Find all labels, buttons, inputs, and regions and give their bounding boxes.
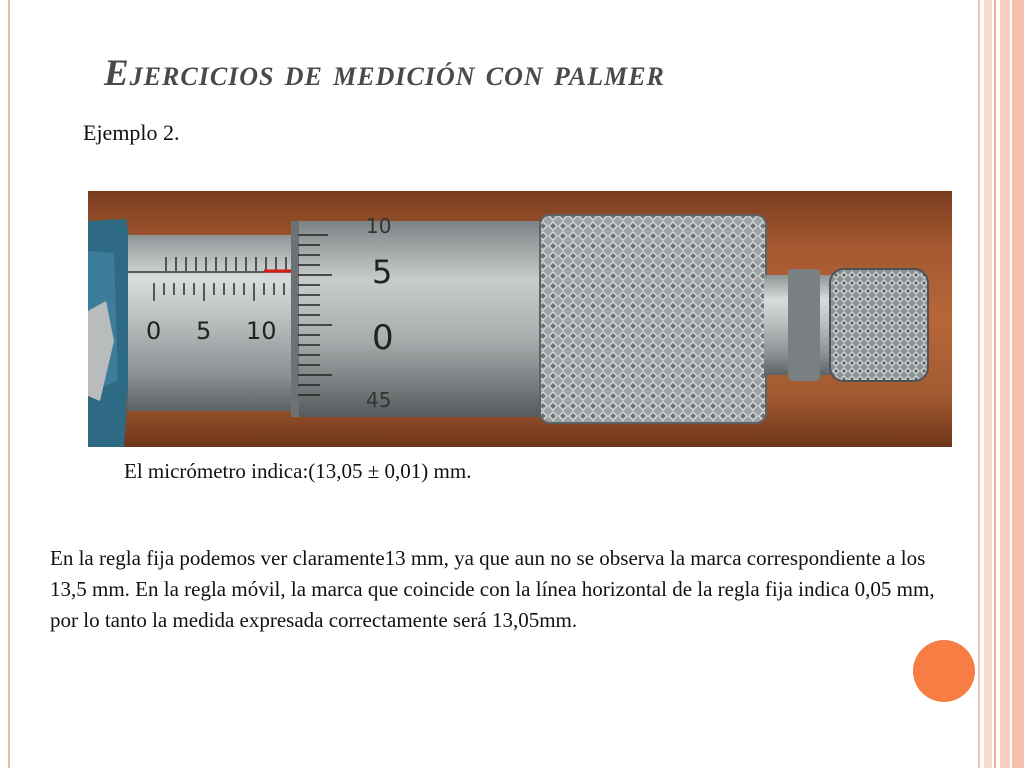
thimble-label-0: 0 xyxy=(372,318,394,358)
fixed-scale-label-10: 10 xyxy=(246,317,277,345)
slide-title: Ejercicios de medición con palmer xyxy=(104,53,665,94)
fixed-scale-label-0: 0 xyxy=(146,317,162,345)
example-label: Ejemplo 2. xyxy=(83,120,180,145)
thimble-label-10: 10 xyxy=(366,214,392,238)
fixed-scale-label-5: 5 xyxy=(196,317,212,345)
micrometer-photo xyxy=(88,191,952,447)
explanation-paragraph: En la regla fija podemos ver claramente13 mm, ya que aun no se observa la marca correspondiente a los 13,5 mm. En la regla móvil, la marca que coincide con la línea horizontal de la regla fija indica 0,05 mm, por lo tanto la medida expresada correctamente será 13,05mm. xyxy=(50,546,935,632)
thimble-label-5: 5 xyxy=(372,253,393,291)
micrometer-illustration xyxy=(88,191,952,447)
right-decorative-bars xyxy=(978,0,1024,768)
decorative-orange-circle xyxy=(913,640,975,702)
thimble-label-45: 45 xyxy=(366,388,392,412)
left-decorative-rule xyxy=(8,0,10,768)
measurement-caption: El micrómetro indica:(13,05 ± 0,01) mm. xyxy=(124,459,472,483)
